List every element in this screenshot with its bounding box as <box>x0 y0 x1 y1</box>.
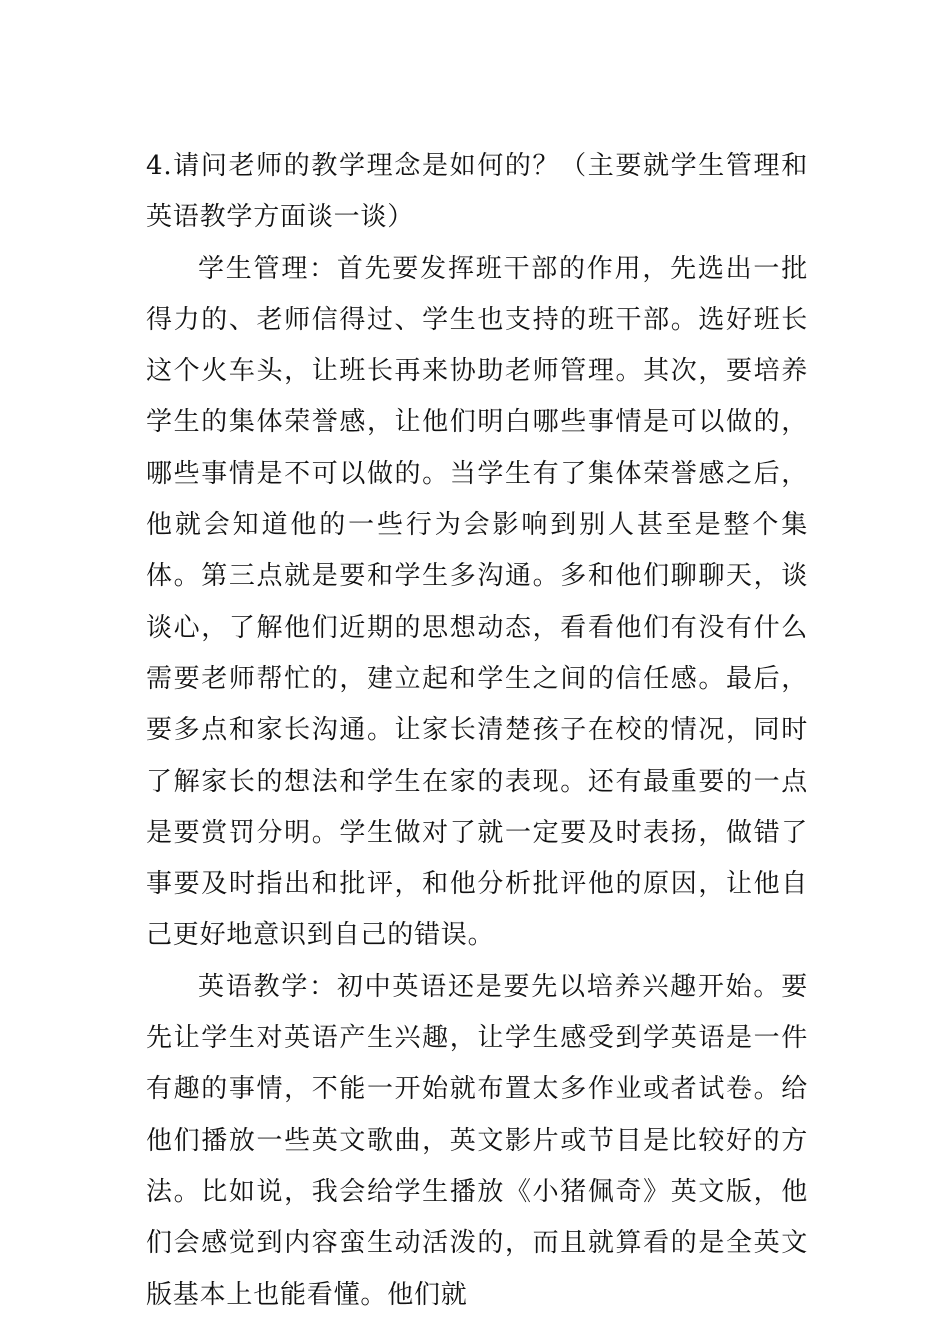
paragraph-english-teaching: 英语教学：初中英语还是要先以培养兴趣开始。要先让学生对英语产生兴趣，让学生感受到学英语是一件有趣的事情，不能一开始就布置太多作业或者试卷。给他们播放一些英文歌曲，英文影片或节目是比较好的方法。比如说，我会给学生播放《小猪佩奇》英文版，他们会感觉到内容蛮生动活泼的，而且就算看的是全英文版基本上也能看懂。他们就 <box>146 971 808 1310</box>
paragraph-student-management: 学生管理：首先要发挥班干部的作用，先选出一批得力的、老师信得过、学生也支持的班干部。选好班长这个火车头，让班长再来协助老师管理。其次，要培养学生的集体荣誉感，让他们明白哪些事情是可以做的，哪些事情是不可以做的。当学生有了集体荣誉感之后，他就会知道他的一些行为会影响到别人甚至是整个集体。第三点就是要和学生多沟通。多和他们聊聊天，谈谈心，了解他们近期的思想动态，看看他们有没有什么需要老师帮忙的，建立起和学生之间的信任感。最后，要多点和家长沟通。让家长清楚孩子在校的情况，同时了解家长的想法和学生在家的表现。还有最重要的一点是要赏罚分明。学生做对了就一定要及时表扬，做错了事要及时指出和批评，和他分析批评他的原因，让他自己更好地意识到自己的错误。 <box>146 253 808 951</box>
question-heading: 4.请问老师的教学理念是如何的？（主要就学生管理和英语教学方面谈一谈） <box>146 151 808 233</box>
document-body <box>146 141 808 1321</box>
